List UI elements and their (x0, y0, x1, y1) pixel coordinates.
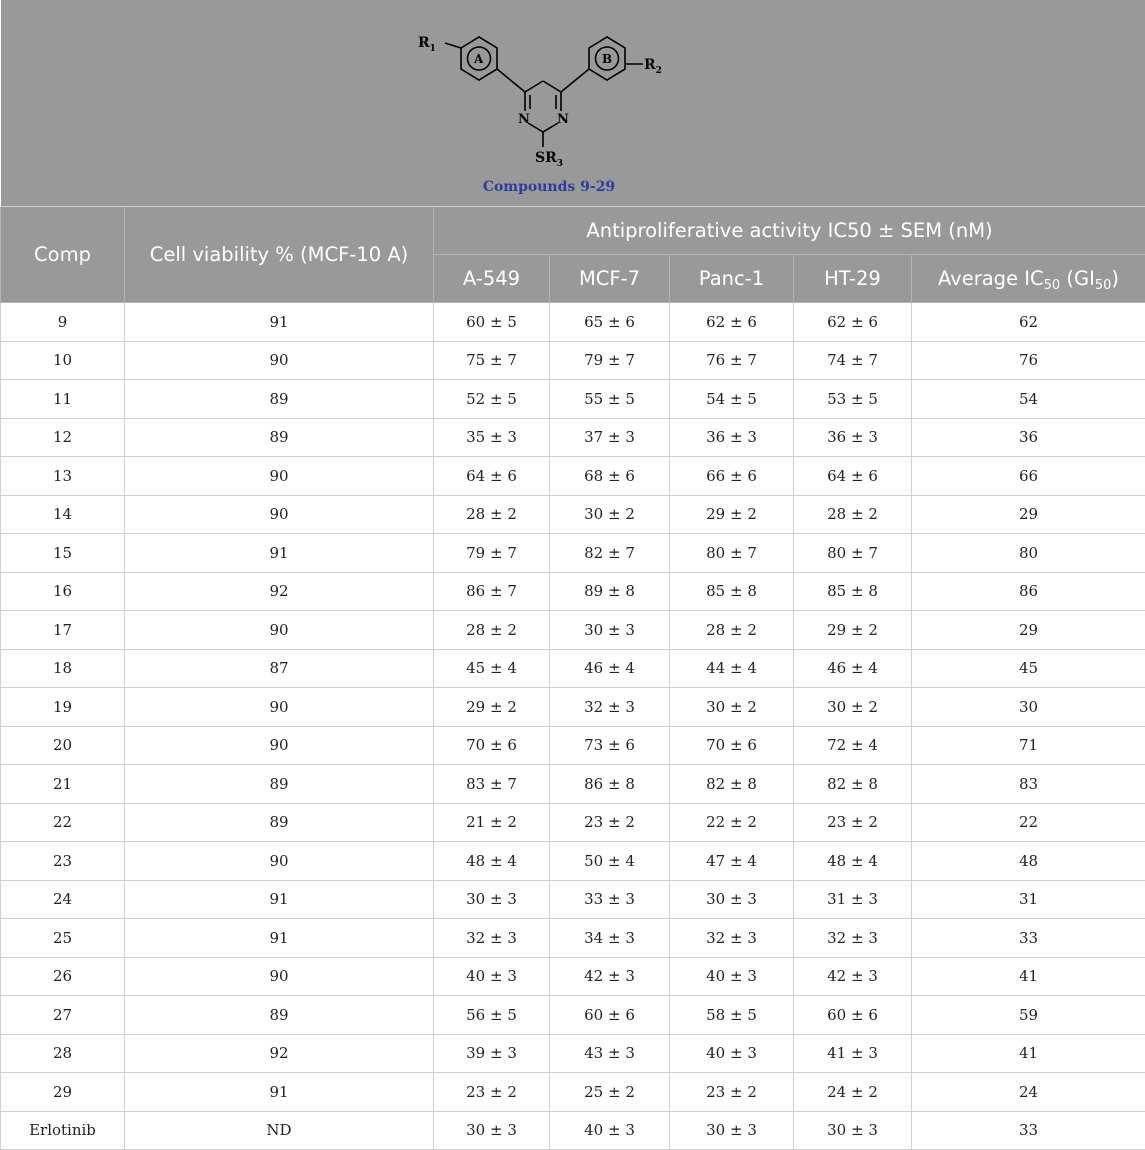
table-row (1, 765, 1145, 804)
cell-panc1: 70 ± 6 (670, 726, 794, 765)
cell-viability: 89 (125, 765, 434, 804)
cell-viability: 91 (125, 534, 434, 573)
cell-ht29: 80 ± 7 (794, 534, 912, 573)
cell-viability: 89 (125, 996, 434, 1035)
cell-panc1: 76 ± 7 (670, 341, 794, 380)
cell-panc1: 62 ± 6 (670, 303, 794, 342)
cell-mcf7: 89 ± 8 (550, 572, 670, 611)
cell-a549: 86 ± 7 (434, 572, 550, 611)
sr-label: SR (535, 150, 557, 166)
cell-comp: 11 (1, 380, 125, 419)
cell-viability: 92 (125, 572, 434, 611)
cell-ht29: 62 ± 6 (794, 303, 912, 342)
cell-ht29: 64 ± 6 (794, 457, 912, 496)
cell-avg: 29 (912, 611, 1145, 650)
cell-a549: 23 ± 2 (434, 1073, 550, 1112)
cell-avg: 33 (912, 1111, 1145, 1150)
table-row (1, 380, 1145, 419)
cell-comp: 18 (1, 649, 125, 688)
cell-avg: 71 (912, 726, 1145, 765)
cell-a549: 40 ± 3 (434, 957, 550, 996)
header-comp: Comp (1, 207, 125, 303)
cell-comp: 29 (1, 1073, 125, 1112)
table-row (1, 957, 1145, 996)
table-row (1, 534, 1145, 573)
table-row (1, 726, 1145, 765)
cell-viability: 90 (125, 957, 434, 996)
cell-viability: 90 (125, 842, 434, 881)
chemical-structure-diagram (373, 0, 773, 206)
cell-panc1: 30 ± 3 (670, 1111, 794, 1150)
cell-avg: 80 (912, 534, 1145, 573)
cell-a549: 28 ± 2 (434, 495, 550, 534)
r2-subscript: 2 (656, 66, 662, 76)
cell-ht29: 48 ± 4 (794, 842, 912, 881)
cell-avg: 86 (912, 572, 1145, 611)
cell-ht29: 42 ± 3 (794, 957, 912, 996)
cell-ht29: 29 ± 2 (794, 611, 912, 650)
cell-mcf7: 46 ± 4 (550, 649, 670, 688)
cell-comp: Erlotinib (1, 1111, 125, 1150)
cell-avg: 24 (912, 1073, 1145, 1112)
cell-panc1: 66 ± 6 (670, 457, 794, 496)
cell-mcf7: 50 ± 4 (550, 842, 670, 881)
cell-mcf7: 23 ± 2 (550, 803, 670, 842)
cell-comp: 9 (1, 303, 125, 342)
cell-mcf7: 33 ± 3 (550, 880, 670, 919)
ring-b-label: B (602, 52, 612, 66)
cell-a549: 29 ± 2 (434, 688, 550, 727)
table-row (1, 880, 1145, 919)
cell-a549: 30 ± 3 (434, 880, 550, 919)
header-cell-viability: Cell viability % (MCF-10 A) (125, 207, 434, 303)
cell-ht29: 74 ± 7 (794, 341, 912, 380)
cell-avg: 22 (912, 803, 1145, 842)
table-row (1, 1073, 1145, 1112)
cell-avg: 59 (912, 996, 1145, 1035)
svg-text:R1 (418, 35, 436, 54)
r1-subscript: 1 (430, 44, 436, 54)
cell-a549: 35 ± 3 (434, 418, 550, 457)
cell-viability: 90 (125, 457, 434, 496)
cell-panc1: 54 ± 5 (670, 380, 794, 419)
table-row (1, 919, 1145, 958)
cell-mcf7: 60 ± 6 (550, 996, 670, 1035)
cell-a549: 83 ± 7 (434, 765, 550, 804)
structure-figure-cell (1, 0, 1145, 207)
header-ht29: HT-29 (794, 255, 912, 303)
cell-viability: 92 (125, 1034, 434, 1073)
cell-avg: 48 (912, 842, 1145, 881)
table-row (1, 418, 1145, 457)
cell-comp: 23 (1, 842, 125, 881)
cell-mcf7: 34 ± 3 (550, 919, 670, 958)
table-body (1, 303, 1145, 1150)
cell-a549: 70 ± 6 (434, 726, 550, 765)
table-row (1, 1111, 1145, 1150)
r2-label: R (644, 57, 656, 73)
cell-comp: 12 (1, 418, 125, 457)
cell-comp: 20 (1, 726, 125, 765)
cell-panc1: 28 ± 2 (670, 611, 794, 650)
cell-comp: 28 (1, 1034, 125, 1073)
cell-a549: 56 ± 5 (434, 996, 550, 1035)
cell-a549: 28 ± 2 (434, 611, 550, 650)
cell-a549: 52 ± 5 (434, 380, 550, 419)
cell-viability: 91 (125, 1073, 434, 1112)
cell-panc1: 82 ± 8 (670, 765, 794, 804)
cell-ht29: 30 ± 3 (794, 1111, 912, 1150)
cell-panc1: 47 ± 4 (670, 842, 794, 881)
cell-mcf7: 25 ± 2 (550, 1073, 670, 1112)
cell-mcf7: 68 ± 6 (550, 457, 670, 496)
cell-a549: 48 ± 4 (434, 842, 550, 881)
cell-ht29: 72 ± 4 (794, 726, 912, 765)
cell-viability: ND (125, 1111, 434, 1150)
cell-viability: 91 (125, 303, 434, 342)
cell-avg: 29 (912, 495, 1145, 534)
cell-ht29: 31 ± 3 (794, 880, 912, 919)
table-row (1, 842, 1145, 881)
cell-avg: 36 (912, 418, 1145, 457)
cell-comp: 26 (1, 957, 125, 996)
cell-viability: 90 (125, 611, 434, 650)
cell-avg: 41 (912, 957, 1145, 996)
cell-avg: 62 (912, 303, 1145, 342)
cell-viability: 91 (125, 880, 434, 919)
cell-mcf7: 42 ± 3 (550, 957, 670, 996)
cell-viability: 89 (125, 803, 434, 842)
cell-comp: 10 (1, 341, 125, 380)
cell-ht29: 85 ± 8 (794, 572, 912, 611)
svg-text:R2 (644, 57, 662, 76)
cell-viability: 90 (125, 688, 434, 727)
cell-mcf7: 43 ± 3 (550, 1034, 670, 1073)
cell-ht29: 36 ± 3 (794, 418, 912, 457)
cell-ht29: 46 ± 4 (794, 649, 912, 688)
cell-a549: 45 ± 4 (434, 649, 550, 688)
cell-panc1: 29 ± 2 (670, 495, 794, 534)
cell-viability: 90 (125, 341, 434, 380)
cell-panc1: 40 ± 3 (670, 1034, 794, 1073)
table-row (1, 996, 1145, 1035)
cell-panc1: 23 ± 2 (670, 1073, 794, 1112)
svg-text:SR3 (535, 150, 563, 169)
header-mcf7: MCF-7 (550, 255, 670, 303)
cell-viability: 89 (125, 380, 434, 419)
table-row (1, 457, 1145, 496)
header-panc1: Panc-1 (670, 255, 794, 303)
cell-comp: 14 (1, 495, 125, 534)
cell-a549: 30 ± 3 (434, 1111, 550, 1150)
cell-avg: 33 (912, 919, 1145, 958)
cell-panc1: 85 ± 8 (670, 572, 794, 611)
cell-viability: 90 (125, 726, 434, 765)
cell-ht29: 41 ± 3 (794, 1034, 912, 1073)
cell-mcf7: 32 ± 3 (550, 688, 670, 727)
r1-label: R (418, 35, 430, 51)
cell-a549: 39 ± 3 (434, 1034, 550, 1073)
cell-comp: 13 (1, 457, 125, 496)
table-row (1, 688, 1145, 727)
header-antiproliferative-group: Antiproliferative activity IC50 ± SEM (nM) (434, 207, 1145, 255)
cell-comp: 25 (1, 919, 125, 958)
cell-viability: 89 (125, 418, 434, 457)
cell-a549: 79 ± 7 (434, 534, 550, 573)
cell-comp: 24 (1, 880, 125, 919)
cell-mcf7: 30 ± 3 (550, 611, 670, 650)
cell-avg: 30 (912, 688, 1145, 727)
table-row (1, 1034, 1145, 1073)
cell-mcf7: 30 ± 2 (550, 495, 670, 534)
cell-panc1: 40 ± 3 (670, 957, 794, 996)
cell-panc1: 36 ± 3 (670, 418, 794, 457)
cell-mcf7: 86 ± 8 (550, 765, 670, 804)
cell-avg: 66 (912, 457, 1145, 496)
cell-ht29: 60 ± 6 (794, 996, 912, 1035)
cell-panc1: 22 ± 2 (670, 803, 794, 842)
cell-comp: 21 (1, 765, 125, 804)
cell-panc1: 58 ± 5 (670, 996, 794, 1035)
cell-a549: 21 ± 2 (434, 803, 550, 842)
cell-a549: 60 ± 5 (434, 303, 550, 342)
cell-mcf7: 55 ± 5 (550, 380, 670, 419)
cell-comp: 22 (1, 803, 125, 842)
cell-viability: 90 (125, 495, 434, 534)
cell-ht29: 24 ± 2 (794, 1073, 912, 1112)
cell-panc1: 30 ± 2 (670, 688, 794, 727)
cell-ht29: 32 ± 3 (794, 919, 912, 958)
table-row (1, 649, 1145, 688)
cell-avg: 41 (912, 1034, 1145, 1073)
cell-avg: 54 (912, 380, 1145, 419)
cell-comp: 17 (1, 611, 125, 650)
cell-ht29: 30 ± 2 (794, 688, 912, 727)
cell-comp: 16 (1, 572, 125, 611)
cell-viability: 91 (125, 919, 434, 958)
cell-mcf7: 79 ± 7 (550, 341, 670, 380)
cell-mcf7: 82 ± 7 (550, 534, 670, 573)
header-a549: A-549 (434, 255, 550, 303)
cell-panc1: 80 ± 7 (670, 534, 794, 573)
nitrogen-right-label: N (557, 112, 569, 127)
structure-caption: Compounds 9-29 (483, 179, 615, 195)
cell-panc1: 32 ± 3 (670, 919, 794, 958)
cell-a549: 32 ± 3 (434, 919, 550, 958)
cell-mcf7: 40 ± 3 (550, 1111, 670, 1150)
cell-comp: 15 (1, 534, 125, 573)
nitrogen-left-label: N (518, 112, 530, 127)
header-average-ic50: Average $IC_{50}$ $(GI_{50})$ (912, 255, 1145, 303)
cell-panc1: 30 ± 3 (670, 880, 794, 919)
cell-comp: 19 (1, 688, 125, 727)
table-row (1, 572, 1145, 611)
cell-avg: 76 (912, 341, 1145, 380)
cell-avg: 31 (912, 880, 1145, 919)
cell-panc1: 44 ± 4 (670, 649, 794, 688)
cell-avg: 83 (912, 765, 1145, 804)
cell-viability: 87 (125, 649, 434, 688)
cell-ht29: 53 ± 5 (794, 380, 912, 419)
table-row (1, 341, 1145, 380)
table-row (1, 611, 1145, 650)
table-row (1, 495, 1145, 534)
table-row (1, 803, 1145, 842)
cell-ht29: 23 ± 2 (794, 803, 912, 842)
cell-avg: 45 (912, 649, 1145, 688)
cell-mcf7: 73 ± 6 (550, 726, 670, 765)
table-row (1, 303, 1145, 342)
cell-ht29: 82 ± 8 (794, 765, 912, 804)
ring-a-label: A (473, 52, 484, 66)
sr-subscript: 3 (557, 159, 563, 169)
cell-a549: 75 ± 7 (434, 341, 550, 380)
cell-mcf7: 37 ± 3 (550, 418, 670, 457)
cell-comp: 27 (1, 996, 125, 1035)
cell-a549: 64 ± 6 (434, 457, 550, 496)
cell-ht29: 28 ± 2 (794, 495, 912, 534)
cell-mcf7: 65 ± 6 (550, 303, 670, 342)
